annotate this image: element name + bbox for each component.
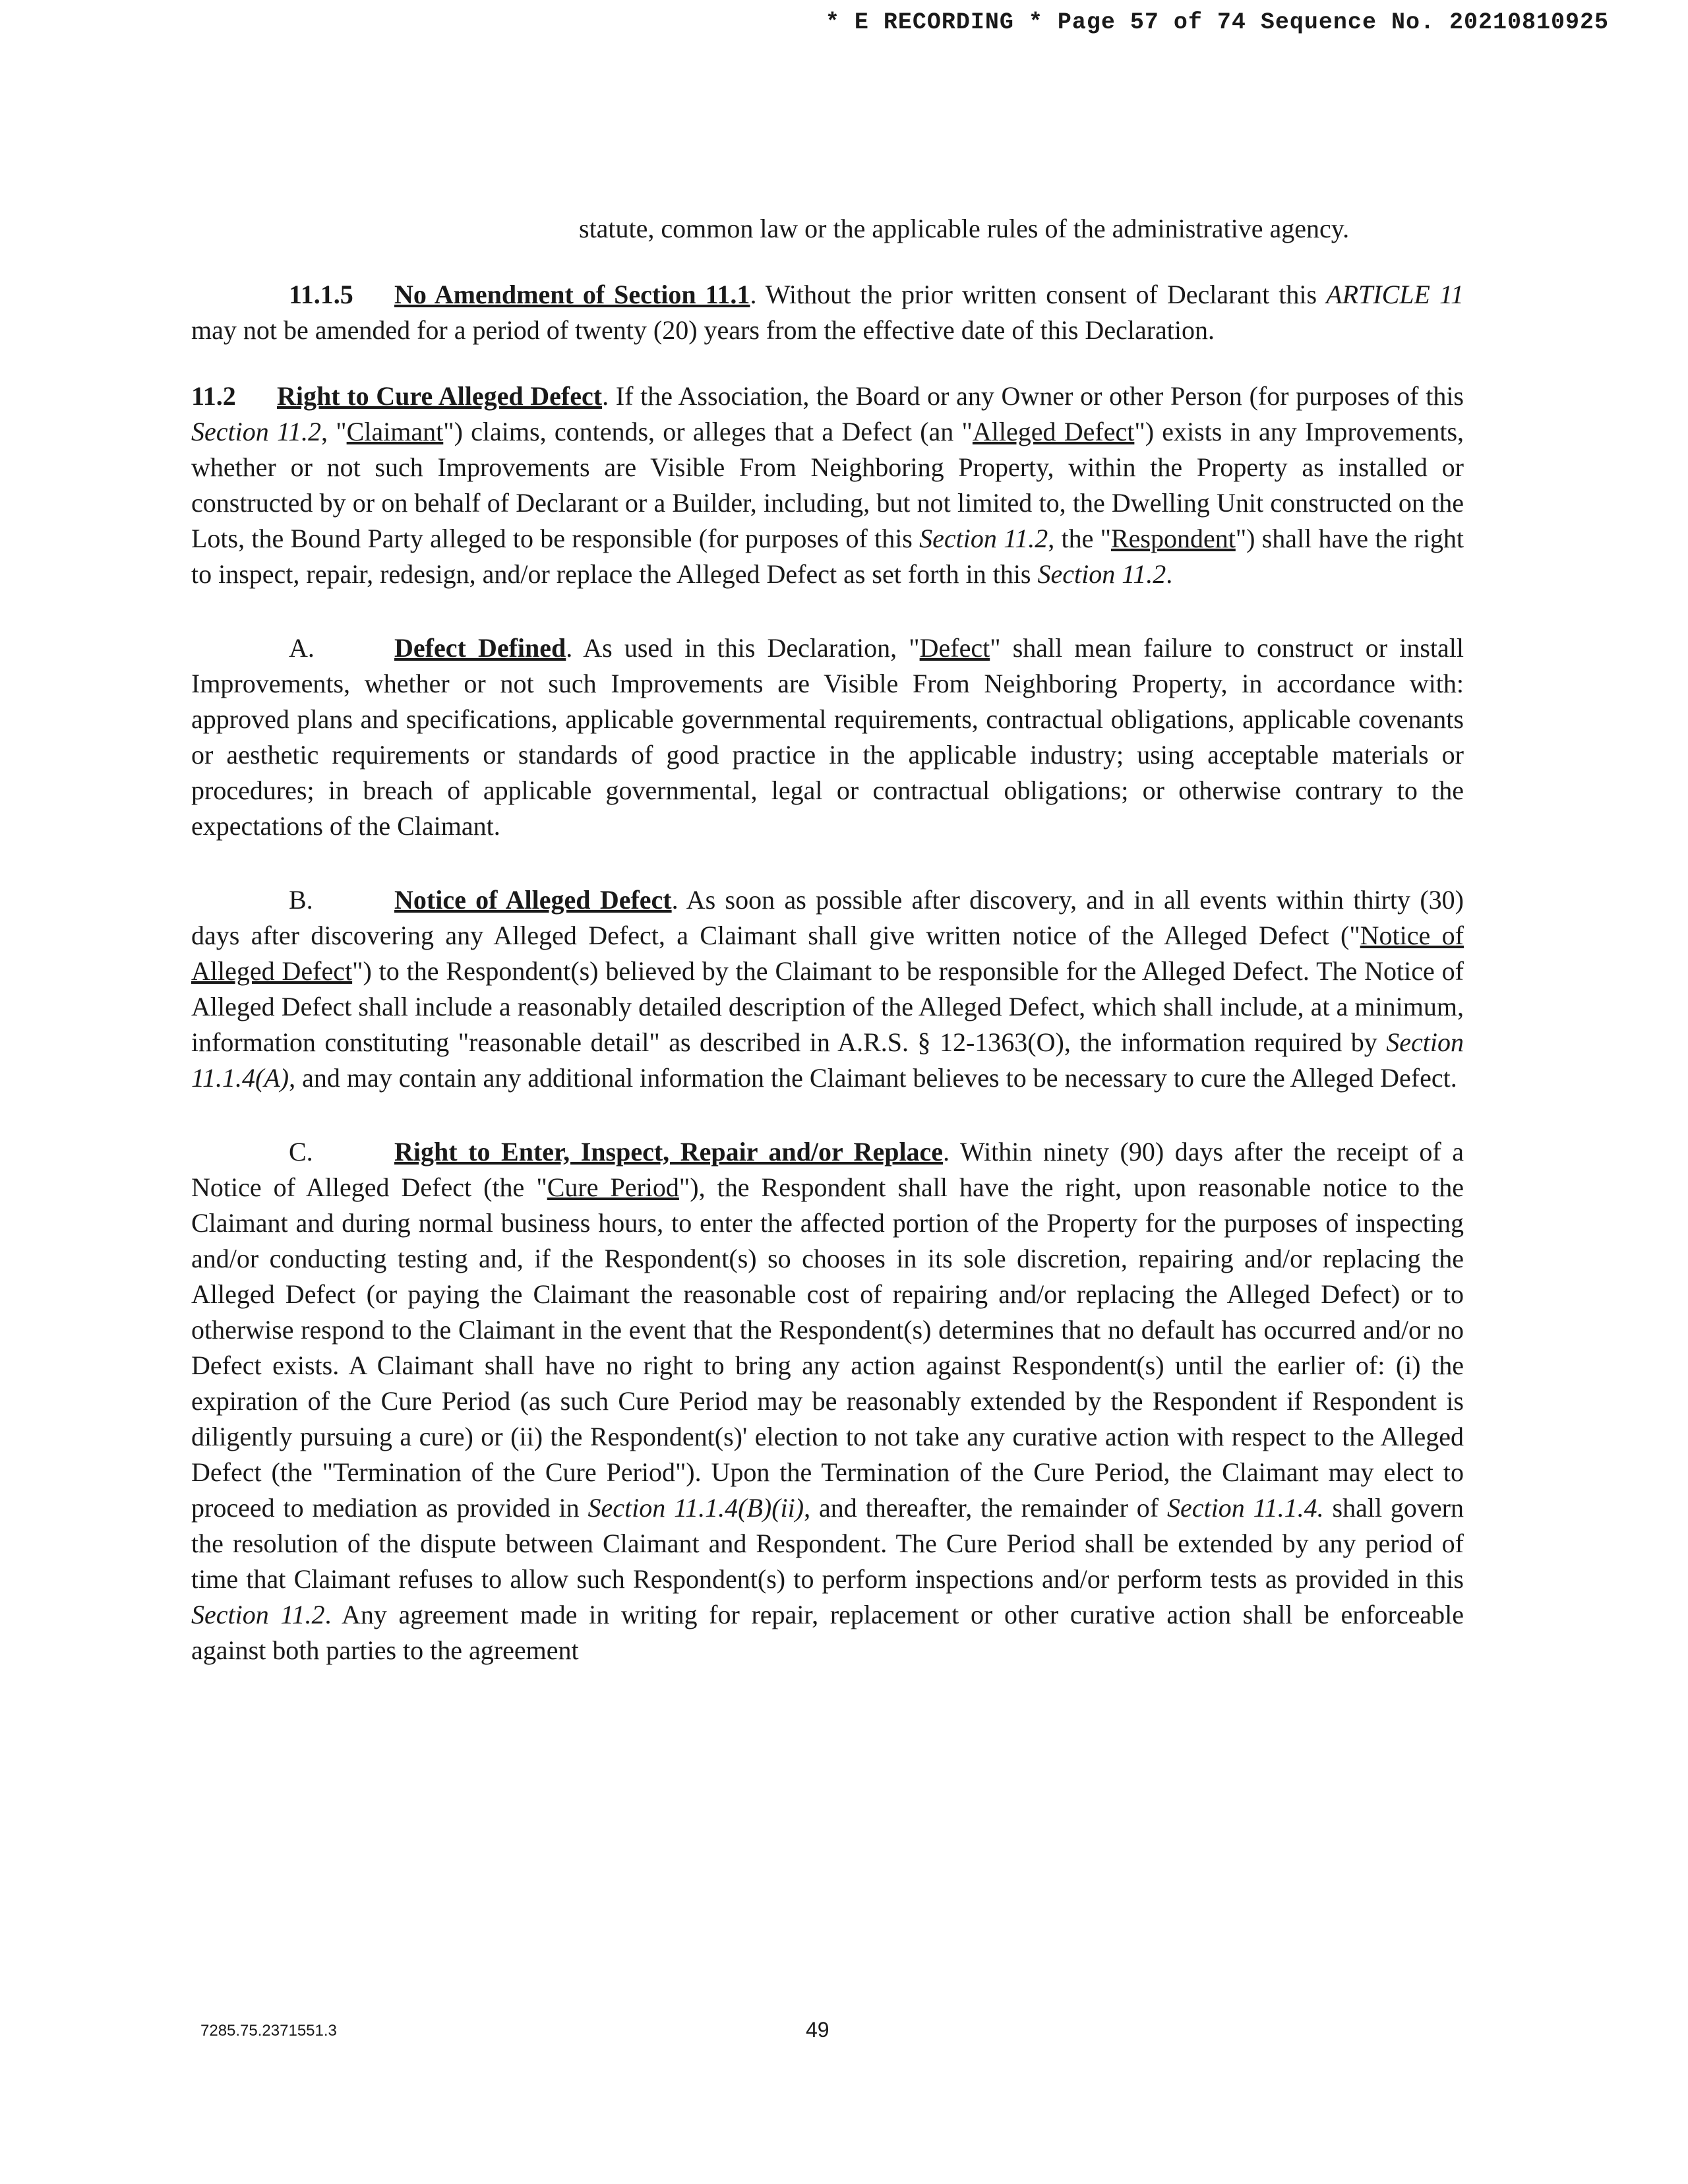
subsection-letter: A. (289, 633, 315, 663)
section-heading: Right to Cure Alleged Defect (277, 381, 603, 411)
section-heading: No Amendment of Section 11.1 (394, 280, 750, 309)
subsection-heading: Notice of Alleged Defect (394, 885, 672, 915)
subsection-c: C. Right to Enter, Inspect, Repair and/or Replace. Within ninety (90) days after the receipt of a Notice of Alleged Defect (the "Cure Period"), the Respondent shall have the right, upon reasonable notice to the Claimant and during normal business hours, to enter the affected portion of the Property for the purposes of inspecting and/or conducting testing and, if the Respondent(s) so chooses in its sole discretion, repairing and/or replacing the Alleged Defect (or paying the Claimant the reasonable cost of repairing and/or replacing the Alleged Defect) or to otherwise respond to the Claimant in the event that the Respondent(s) determines that no default has occurred and/or no Defect exists. A Claimant shall have no right to bring any action against Respondent(s) until the earlier of: (i) the expiration of the Cure Period (as such Cure Period may be reasonably extended by the Respondent if Respondent is diligently pursuing a cure) or (ii) the Respondent(s)' election to not take any curative action with respect to the Alleged Defect (the "Termination of the Cure Period"). Upon the Termination of the Cure Period, the Claimant may elect to proceed to mediation as provided in Section 11.1.4(B)(ii), and thereafter, the remainder of Section 11.1.4. shall govern the resolution of the dispute between Claimant and Respondent. The Cure Period shall be extended by any period of time that Claimant refuses to allow such Respondent(s) to perform inspections and/or perform tests as provided in this Section 11.2. Any agreement made in writing for repair, replacement or other curative action shall be enforceable against both parties to the agreement (191, 1134, 1464, 1668)
section-number: 11.1.5 (289, 280, 353, 309)
continuation-paragraph: statute, common law or the applicable rules of the administrative agency. (579, 214, 1350, 243)
page-number: 49 (806, 2018, 829, 2042)
defined-term: Defect (919, 633, 990, 663)
subsection-heading: Defect Defined (394, 633, 566, 663)
subsection-letter: C. (289, 1137, 313, 1167)
footer-document-id: 7285.75.2371551.3 (200, 2022, 337, 2040)
defined-term: Claimant (346, 417, 444, 446)
defined-term: Notice of Alleged Defect (191, 921, 1464, 986)
defined-term: Respondent (1110, 524, 1236, 553)
subsection-letter: B. (289, 885, 313, 915)
defined-term: Cure Period (547, 1172, 679, 1202)
section-11-1-5: 11.1.5 No Amendment of Section 11.1. Without the prior written consent of Declarant this ARTICLE 11 may not be amended for a period of twenty (20) years from the effective date of this Declaration. (191, 277, 1464, 348)
recording-header: * E RECORDING * Page 57 of 74 Sequence No. 20210810925 (825, 9, 1609, 36)
section-number: 11.2 (191, 381, 236, 411)
subsection-heading: Right to Enter, Inspect, Repair and/or Replace (394, 1137, 944, 1167)
defined-term: Alleged Defect (972, 417, 1135, 446)
document-body (191, 211, 1464, 1668)
section-11-2: 11.2 Right to Cure Alleged Defect. If the Association, the Board or any Owner or other Person (for purposes of this Section 11.2, "Claimant") claims, contends, or alleges that a Defect (an "Alleged Defect") exists in any Improvements, whether or not such Improvements are Visible From Neighboring Property, within the Property as installed or constructed by or on behalf of Declarant or a Builder, including, but not limited to, the Dwelling Unit constructed on the Lots, the Bound Party alleged to be responsible (for purposes of this Section 11.2, the "Respondent") shall have the right to inspect, repair, redesign, and/or replace the Alleged Defect as set forth in this Section 11.2. (191, 379, 1464, 592)
subsection-b: B. Notice of Alleged Defect. As soon as possible after discovery, and in all events within thirty (30) days after discovering any Alleged Defect, a Claimant shall give written notice of the Alleged Defect ("Notice of Alleged Defect") to the Respondent(s) believed by the Claimant to be responsible for the Alleged Defect. The Notice of Alleged Defect shall include a reasonably detailed description of the Alleged Defect, which shall include, at a minimum, information constituting "reasonable detail" as described in A.R.S. § 12-1363(O), the information required by Section 11.1.4(A), and may contain any additional information the Claimant believes to be necessary to cure the Alleged Defect. (191, 882, 1464, 1096)
subsection-a: A. Defect Defined. As used in this Declaration, "Defect" shall mean failure to construct or install Improvements, whether or not such Improvements are Visible From Neighboring Property, in accordance with: approved plans and specifications, applicable governmental requirements, contractual obligations, applicable covenants or aesthetic requirements or standards of good practice in the applicable industry; using acceptable materials or procedures; in breach of applicable governmental, legal or contractual obligations; or otherwise contrary to the expectations of the Claimant. (191, 630, 1464, 844)
